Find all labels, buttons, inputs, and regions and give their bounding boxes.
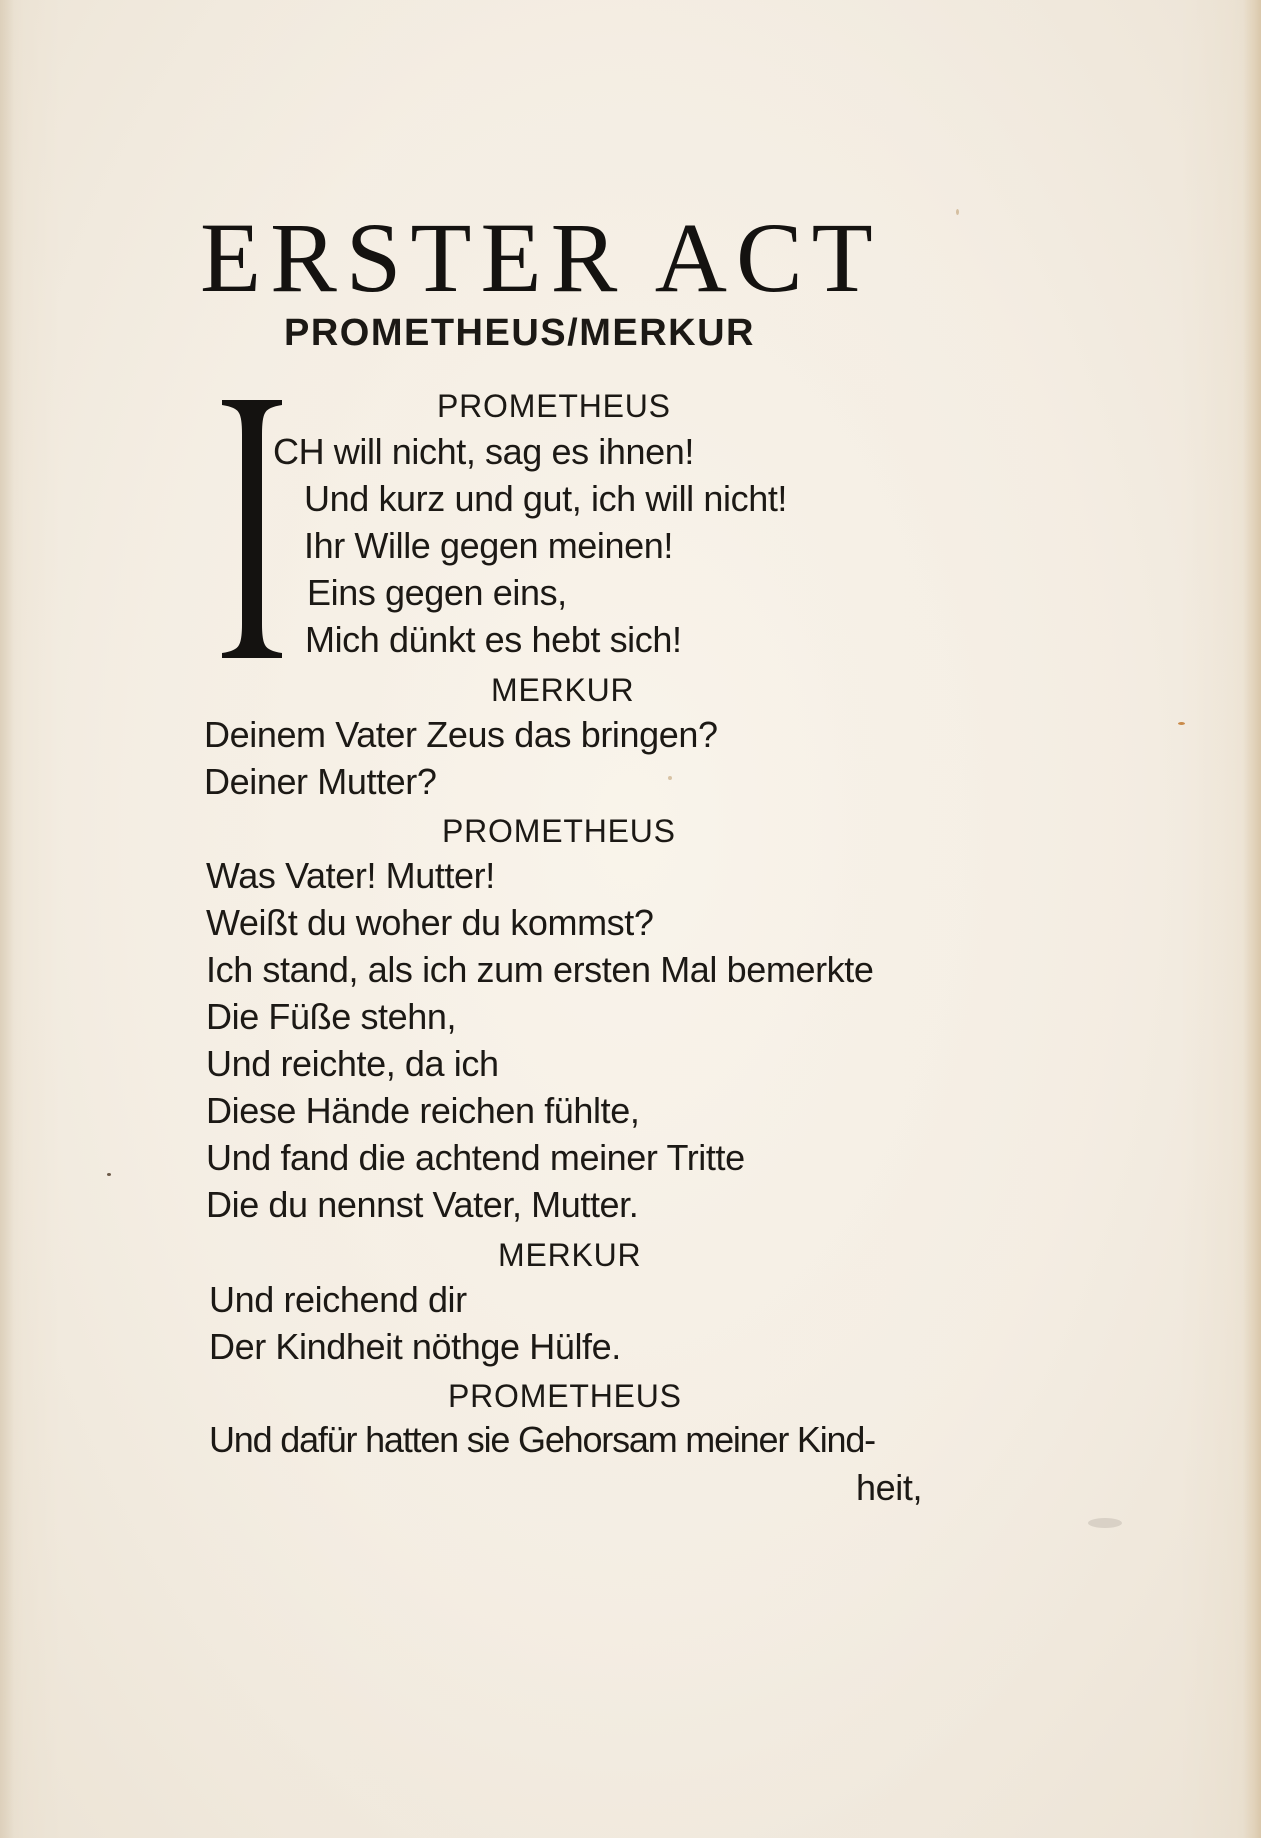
verse-line: Und reichte, da ich xyxy=(206,1043,499,1084)
verse-line: heit, xyxy=(856,1467,923,1508)
speaker-name: PROMETHEUS xyxy=(437,388,671,424)
verse-line: Die du nennst Vater, Mutter. xyxy=(206,1184,639,1225)
verse-line: Weißt du woher du kommst? xyxy=(206,902,654,943)
paper-speck xyxy=(1178,722,1185,725)
verse-line: Mich dünkt es hebt sich! xyxy=(305,619,682,660)
verse-line: Und reichend dir xyxy=(209,1279,467,1320)
verse-line: CH will nicht, sag es ihnen! xyxy=(273,431,694,472)
paper-speck xyxy=(956,209,959,215)
speaker-name: PROMETHEUS xyxy=(442,813,676,849)
paper-speck xyxy=(668,776,672,780)
verse-line: Diese Hände reichen fühlte, xyxy=(206,1090,640,1131)
verse-line: Und fand die achtend meiner Tritte xyxy=(206,1137,745,1178)
verse-line: Der Kindheit nöthge Hülfe. xyxy=(209,1326,621,1367)
speaker-name: MERKUR xyxy=(491,672,635,708)
speaker-name: PROMETHEUS xyxy=(448,1378,682,1414)
verse-line: Was Vater! Mutter! xyxy=(206,855,495,896)
verse-line: Und dafür hatten sie Gehorsam meiner Kind- xyxy=(209,1419,875,1460)
page-left-edge xyxy=(0,0,14,1838)
act-title: ERSTER ACT xyxy=(200,202,882,313)
verse-line: Eins gegen eins, xyxy=(307,572,567,613)
scene-characters: PROMETHEUS/MERKUR xyxy=(284,312,755,354)
paper-speck xyxy=(107,1173,111,1176)
verse-line: Die Füße stehn, xyxy=(206,996,457,1037)
verse-line: Deinem Vater Zeus das bringen? xyxy=(204,714,718,755)
paper-speck xyxy=(1088,1518,1122,1528)
verse-line: Ihr Wille gegen meinen! xyxy=(304,525,673,566)
page-right-edge xyxy=(1243,0,1261,1838)
verse-line: Und kurz und gut, ich will nicht! xyxy=(304,478,788,519)
speaker-name: MERKUR xyxy=(498,1237,642,1273)
verse-line: Deiner Mutter? xyxy=(204,761,437,802)
verse-line: Ich stand, als ich zum ersten Mal bemerkte xyxy=(206,949,874,990)
